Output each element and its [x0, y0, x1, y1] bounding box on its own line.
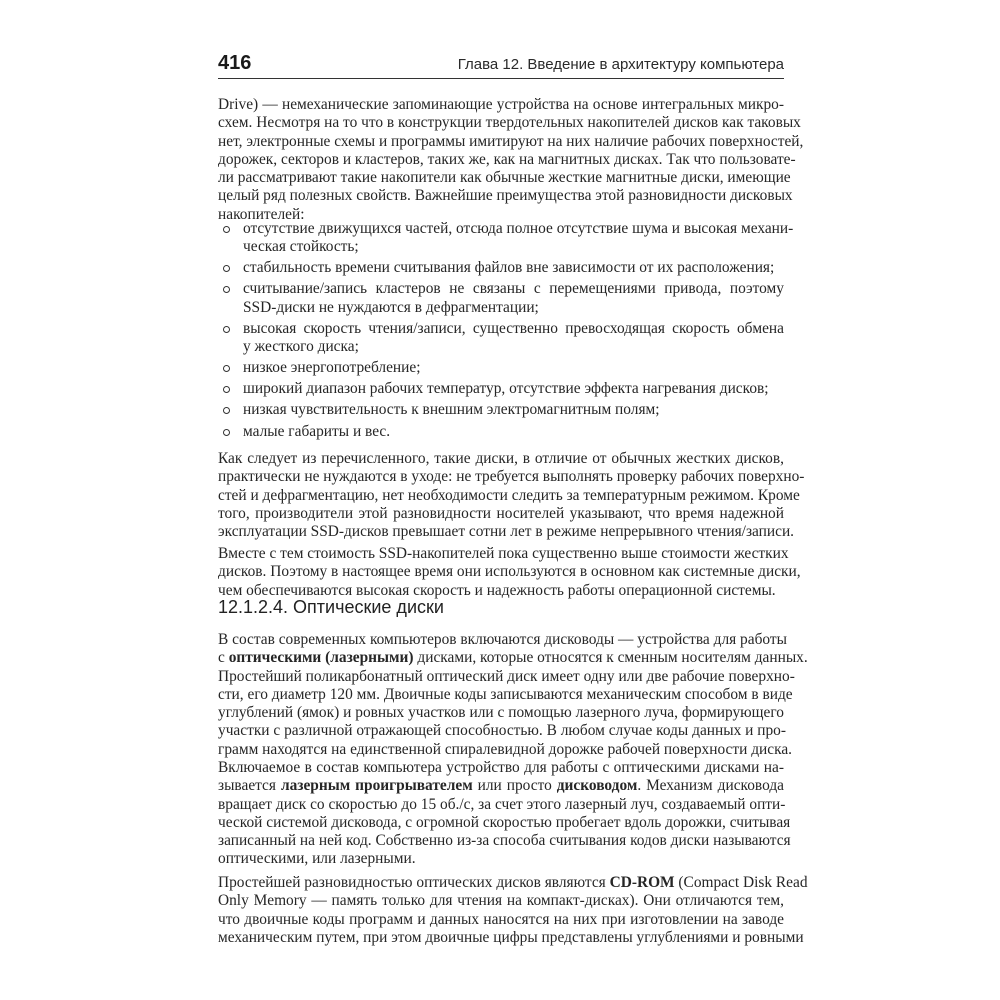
text-line: ческой системой дисковода, с огромной скоростью пробегает вдоль дорожки, считывая [218, 813, 791, 831]
paragraph [218, 96, 804, 224]
list-item [218, 280, 784, 317]
paragraph [218, 450, 805, 541]
text-line: чем обеспечиваются высокая скорость и надежность работы операционной системы. [218, 581, 776, 599]
bullet-circle-icon [223, 429, 230, 436]
text-line: практически не нуждаются в уходе: не требуется выполнять проверку рабочих поверхно- [218, 468, 805, 486]
text-line: В состав современных компьютеров включаются дисководы — устройства для работы [218, 631, 787, 648]
text-line: грамм находятся на единственной спиралевидной дорожке рабочей поверхности диска. [218, 740, 793, 758]
text-line: что двоичные коды программ и данных наносятся на них при изготовлении на заводе [218, 910, 784, 928]
text-line: вращает диск со скоростью до 15 об./с, за счет этого лазерный луч, создаваемый опти- [218, 795, 786, 813]
text-line: Вместе с тем стоимость SSD-накопителей пока существенно выше стоимости жестких [218, 545, 789, 562]
paragraph [218, 759, 791, 869]
text-line: накопителей: [218, 205, 305, 223]
bullet-circle-icon [223, 407, 230, 414]
bullet-circle-icon [223, 326, 230, 333]
text-segment: (Compact Disk Read [674, 874, 808, 891]
text-line: SSD-диски не нуждаются в дефрагментации; [243, 298, 539, 316]
bullet-circle-icon [223, 226, 230, 233]
list-item [218, 259, 784, 277]
text-line: Как следует из перечисленного, такие диски, в отличие от обычных жестких дисков, [218, 450, 784, 467]
text-line: стей и дефрагментацию, нет необходимости следить за температурным режимом. Кроме [218, 486, 800, 504]
paragraph [218, 874, 808, 947]
text-line [218, 777, 784, 795]
list-item [218, 401, 784, 419]
text-line: того, производители этой разновидности носителей указывают, что время надежной [218, 504, 784, 522]
text-segment: . Механизм дисковода [637, 777, 784, 795]
text-line: Only Memory — память только для чтения на компакт-дисках). Они отличаются тем, [218, 892, 784, 910]
bullet-circle-icon [223, 286, 230, 293]
text-line: у жесткого диска; [243, 338, 359, 356]
page-number: 416 [218, 52, 252, 74]
text-line: широкий диапазон рабочих температур, отсутствие эффекта нагревания дисков; [243, 380, 769, 398]
text-line: механическим путем, при этом двоичные цифры представлены углублениями и ровными [218, 928, 804, 946]
text-line: целый ряд полезных свойств. Важнейшие преимущества этой разновидности дисковых [218, 187, 793, 205]
text-line: считывание/запись кластеров не связаны с перемещениями привода, поэтому [243, 280, 784, 298]
text-segment: зывается [218, 777, 281, 795]
text-line: углублений (ямок) и ровных участков или с помощью лазерного луча, формирующего [218, 704, 784, 722]
running-header [218, 50, 784, 79]
text-line: низкое энергопотребление; [243, 359, 421, 377]
text-line: Простейший поликарбонатный оптический диск имеет одну или две рабочие поверхно- [218, 667, 795, 685]
text-line: высокая скорость чтения/записи, существенно превосходящая скорость обмена [243, 319, 784, 337]
list-item [218, 423, 784, 441]
text-line: сти, его диаметр 120 мм. Двоичные коды записываются механическим способом в виде [218, 685, 793, 703]
list-item [218, 320, 784, 357]
text-line: ческая стойкость; [243, 238, 359, 256]
list-item [218, 220, 794, 257]
bold-term: лазерным проигрывателем [280, 777, 473, 795]
text-line: дисков. Поэтому в настоящее время они используются в основном как системные диски, [218, 563, 801, 581]
text-line [218, 874, 808, 892]
text-line: отсутствие движущихся частей, отсюда полное отсутствие шума и высокая механи- [243, 220, 794, 237]
chapter-title: Глава 12. Введение в архитектуру компьютера [457, 56, 784, 73]
section-heading: 12.1.2.4. Оптические диски [218, 597, 444, 617]
bullet-list [218, 220, 794, 444]
bullet-circle-icon [223, 386, 230, 393]
list-item [218, 380, 784, 398]
text-line: оптическими, или лазерными. [218, 850, 416, 868]
bullet-circle-icon [223, 365, 230, 372]
bold-term: CD-ROM [609, 874, 675, 891]
text-line: нет, электронные схемы и программы имитируют на них наличие рабочих поверхностей, [218, 132, 804, 150]
text-line: дорожек, секторов и кластеров, таких же, как на магнитных дисках. Так что пользовате- [218, 150, 796, 168]
text-line: ли рассматривают такие накопители как обычные жесткие магнитные диски, имеющие [218, 169, 791, 187]
text-line [218, 649, 808, 667]
text-line: Drive) — немеханические запоминающие устройства на основе интегральных микро- [218, 96, 784, 113]
bold-term: оптическими (лазерными) [228, 649, 414, 667]
text-line: низкая чувствительность к внешним электромагнитным полям; [243, 401, 660, 419]
text-segment: Простейшей разновидностью оптических дисков являются [218, 874, 610, 891]
text-line: малые габариты и вес. [243, 422, 391, 440]
text-line: стабильность времени считывания файлов вне зависимости от их расположения; [243, 259, 775, 277]
text-segment: с [218, 649, 229, 667]
text-line: Включаемое в состав компьютера устройство для работы с оптическими дисками на- [218, 759, 784, 776]
paragraph [218, 545, 801, 600]
text-line: участки с различной отражающей способностью. В любом случае коды данных и про- [218, 722, 786, 740]
text-line: схем. Несмотря на то что в конструкции твердотельных накопителей дисков как таковых [218, 114, 801, 132]
paragraph [218, 631, 808, 759]
text-line: записанный на ней код. Собственно из-за способа считывания кодов диски называются [218, 832, 791, 850]
bold-term: дисководом [556, 777, 638, 795]
text-line: эксплуатации SSD-дисков превышает сотни лет в режиме непрерывного чтения/записи. [218, 523, 795, 541]
text-segment: или просто [472, 777, 557, 795]
bullet-circle-icon [223, 265, 230, 272]
text-segment: дисками, которые относятся к сменным носителям данных. [413, 649, 808, 667]
list-item [218, 359, 784, 377]
